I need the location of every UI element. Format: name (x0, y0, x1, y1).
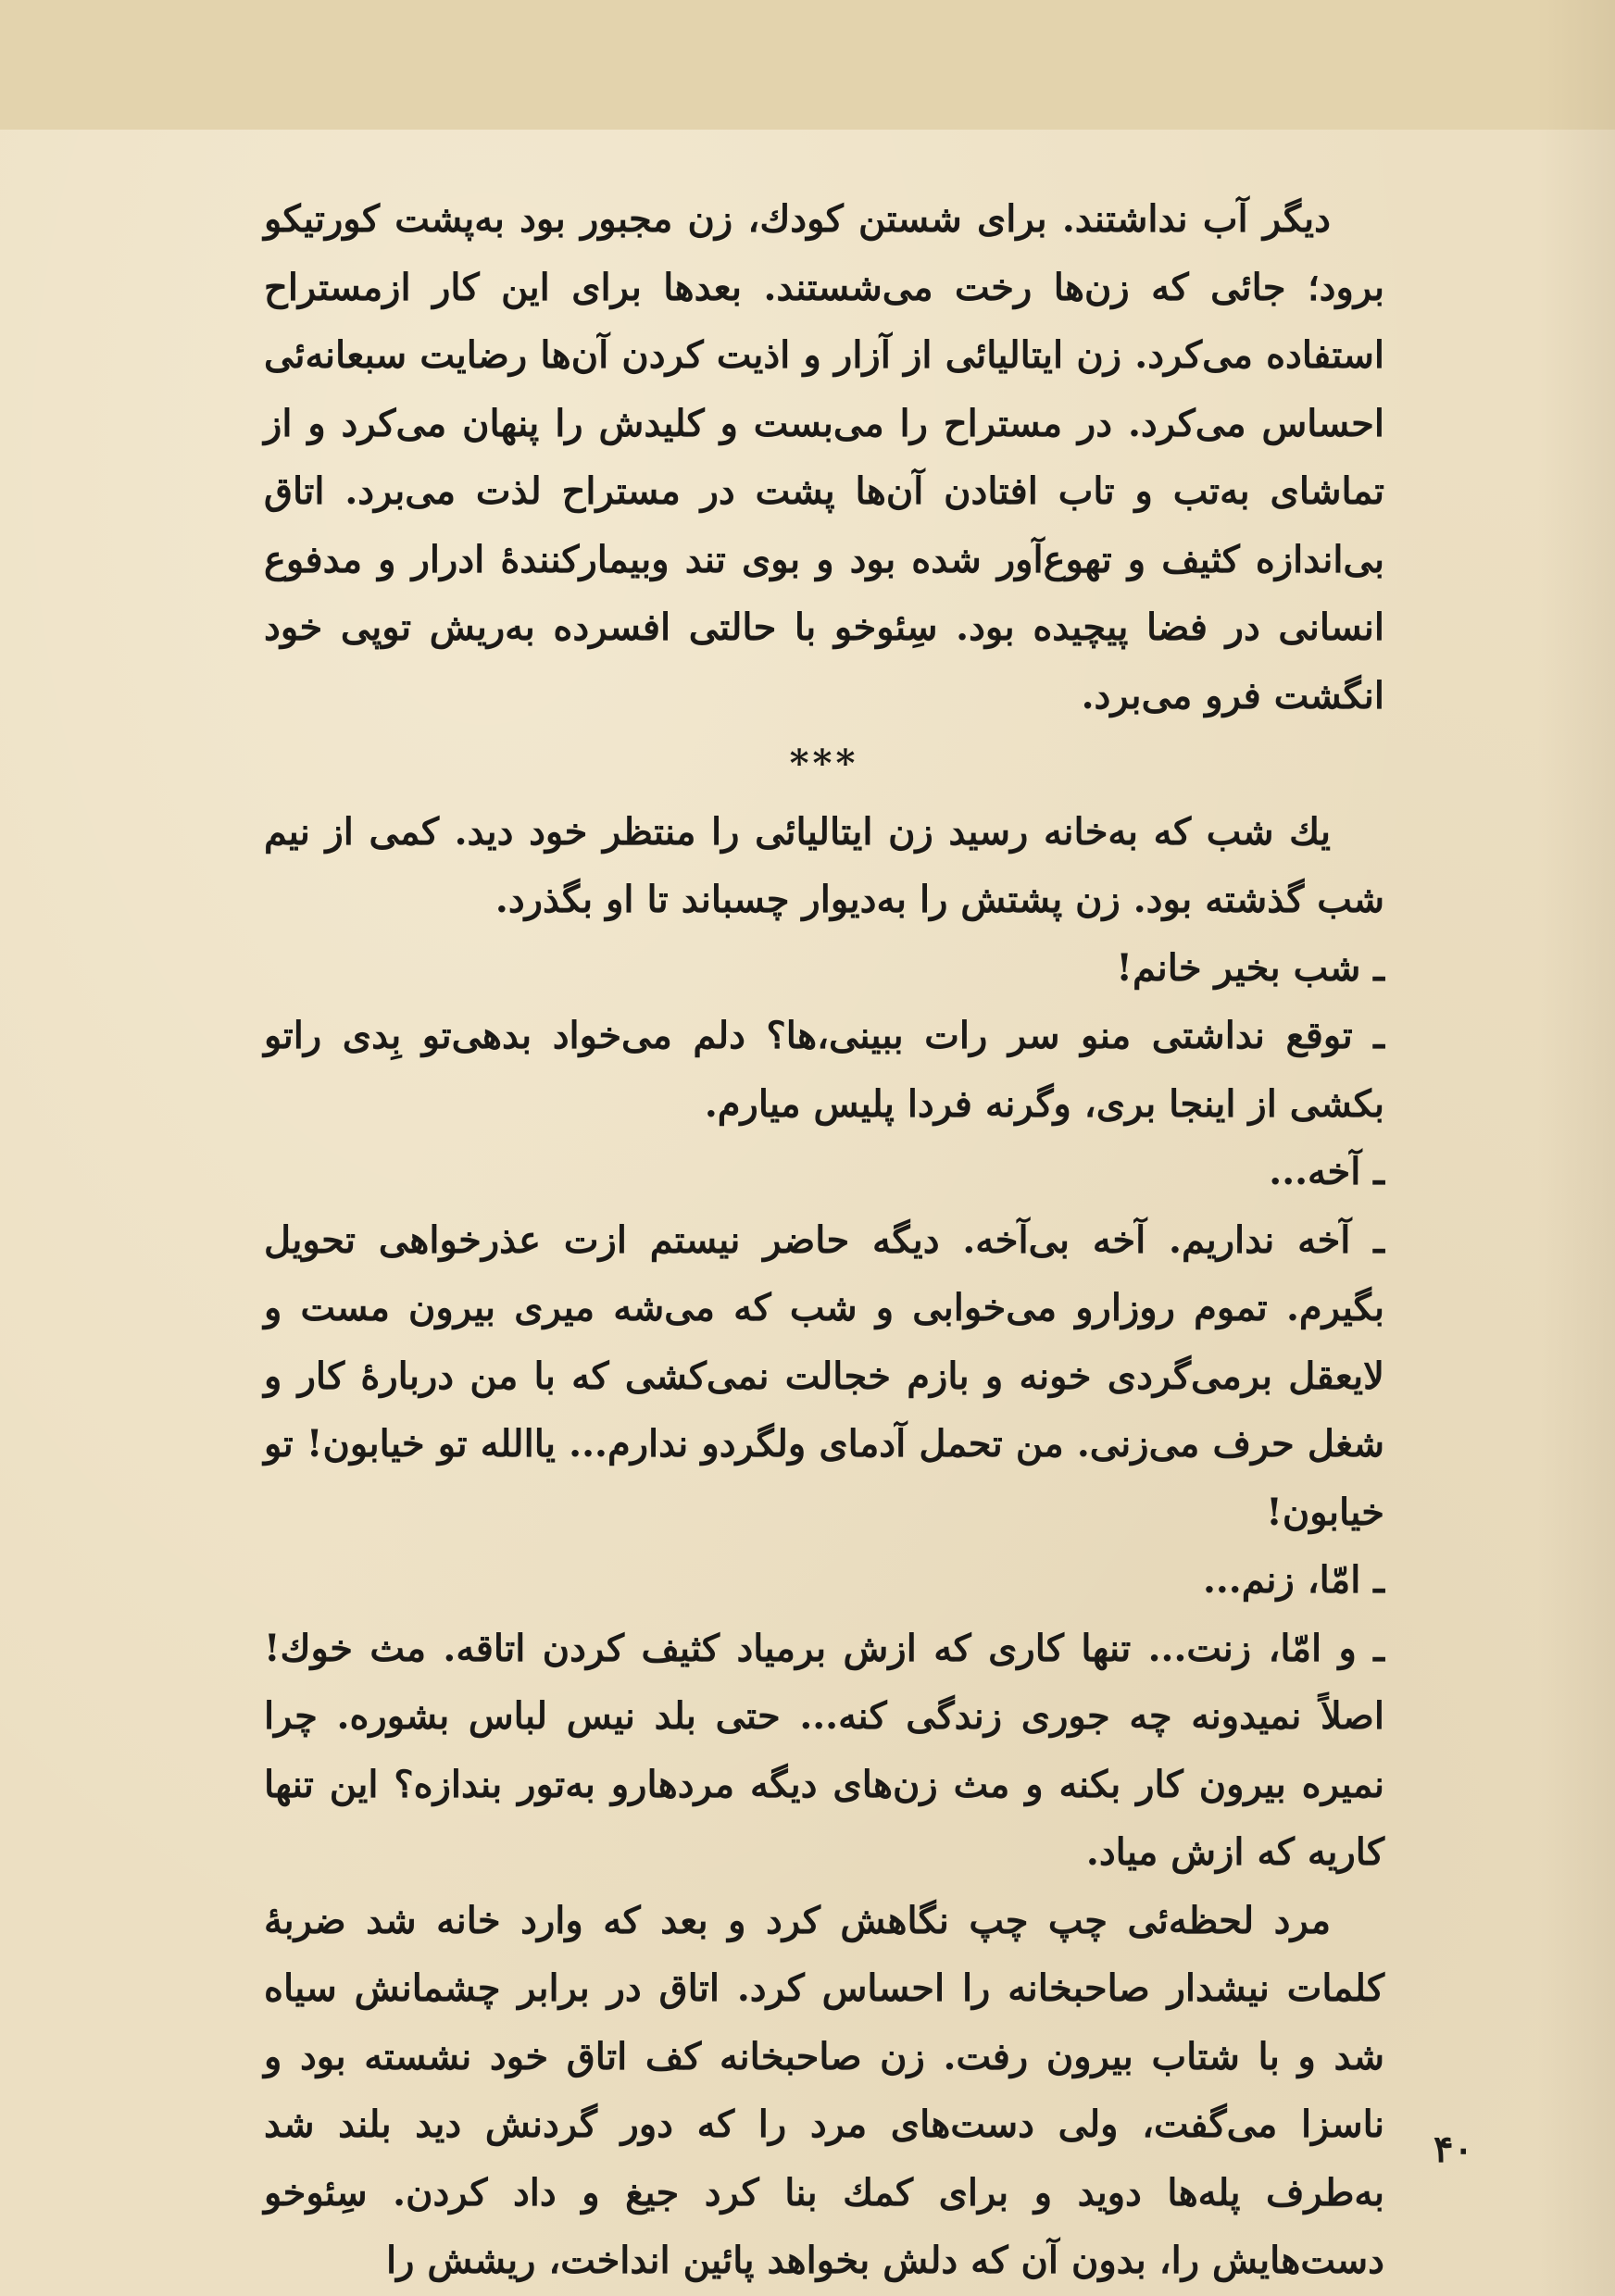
dialogue-line-1: ـ شب بخیر خانم! (1116, 945, 1384, 990)
dialogue-line-5: ـ امّا، زنم... (1202, 1558, 1384, 1602)
section-separator: *** (789, 742, 859, 785)
dialogue-line-6: ـ و امّا، زنت... تنها کاری که ازش برمیاد کثیف کردن اتاقه. مث خوك! اصلاً نمیدونه چه جوری زندگی کنه... حتی بلد نیس لباس بشوره. چرا نمیره بیرون کار بکنه و مث زن‌های دیگه مردهارو به‌تور بندازه؟ این تنها کاریه که ازش میاد. (264, 1626, 1384, 1874)
paragraph-1: دیگر آب نداشتند. برای شستن کودك، زن مجبور بود به‌پشت کورتیکو برود؛ جائی که زن‌ها رخت می‌شستند. بعدها برای این کار ازمستراح استفاده می‌کرد. زن ایتالیائی از آزار و اذیت کردن آن‌ها رضایت سبعانه‌ئی احساس می‌کرد. در مستراح را می‌بست و کلیدش را پنهان می‌کرد و از تماشای به‌تب و تاب افتادن آن‌ها پشت در مستراح لذت می‌برد. اتاق بی‌اندازه کثیف و تهوع‌آور شده بود و بوی تند وبیمارکنندهٔ ادرار و مدفوع انسانی در فضا پیچیده بود. سِئوخو با حالتی افسرده به‌ریش توپی خود انگشت فرو می‌برد. (264, 197, 1384, 718)
page-top-band (0, 0, 1615, 130)
page-edge-shadow (1537, 0, 1615, 2296)
dialogue-line-3: ـ آخه... (1269, 1150, 1384, 1193)
dialogue-line-4: ـ آخه نداریم. آخه بی‌آخه. دیگه حاضر نیستم ازت عذرخواهی تحویل بگیرم. تموم روزارو می‌خوابی و شب که می‌شه میری بیرون مست و لایعقل برمی‌گردی خونه و بازم خجالت نمی‌کشی که با من دربارهٔ کار و شغل حرف می‌زنی. من تحمل آدمای ولگردو ندارم... یاالله تو خیابون! تو خیابون! (264, 1217, 1384, 1534)
dialogue-line-2: ـ توقع نداشتی منو سر رات ببینی،ها؟ دلم می‌خواد بدهی‌تو بِدی راتو بکشی از اینجا بری، وگرنه فردا پلیس میارم. (264, 1014, 1384, 1126)
page-number: ۴۰ (1433, 2128, 1473, 2171)
body-text (264, 185, 1384, 2295)
paragraph-2: یك شب که به‌خانه رسید زن ایتالیائی را منتظر خود دید. کمی از نیم شب گذشته بود. زن پشتش را به‌دیوار چسباند تا او بگذرد. (264, 809, 1384, 921)
paragraph-3: مرد لحظه‌ئی چپ چپ نگاهش کرد و بعد که وارد خانه شد ضربهٔ کلمات نیشدار صاحبخانه را احساس کرد. اتاق در برابر چشمانش سیاه شد و با شتاب بیرون رفت. زن صاحبخانه کف اتاق خود نشسته بود و ناسزا می‌گفت، ولی دست‌های مرد را که دور گردنش دید بلند شد به‌طرف پله‌ها دوید و برای کمك بنا کرد جیغ و داد کردن. سِئوخو دست‌هایش را، بدون آن که دلش بخواهد پائین انداخت، ریشش را (264, 1898, 1384, 2282)
